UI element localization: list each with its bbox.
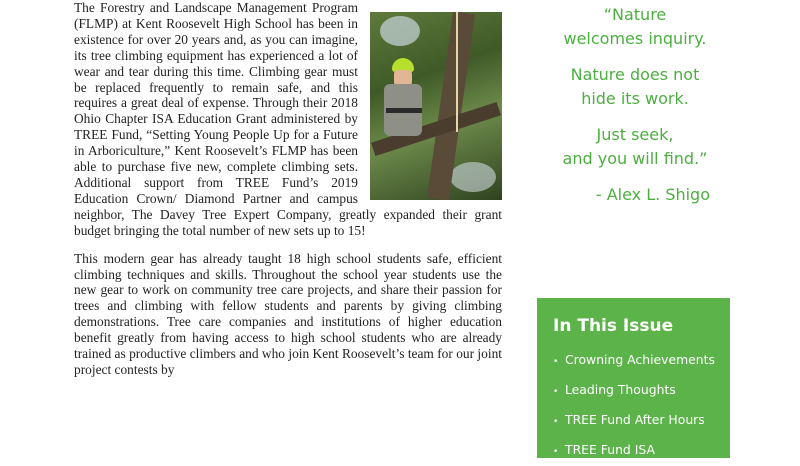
bullet-icon: • [553, 357, 559, 367]
tree-climber-photo [370, 12, 502, 200]
bullet-icon: • [553, 417, 559, 427]
bullet-icon: • [553, 387, 559, 397]
in-this-issue-box [537, 298, 730, 458]
issue-item-after-hours[interactable]: • TREE Fund After Hours [553, 406, 730, 436]
quote-line: “Nature [603, 5, 667, 24]
shigo-quote [540, 0, 730, 207]
bullet-icon: • [553, 447, 559, 457]
issue-item-crowning-achievements[interactable]: • Crowning Achievements [553, 346, 730, 376]
article-paragraph-1: The Forestry and Landscape Management Program (FLMP) at Kent Roosevelt High School has been in existence for over 20 years and, as you can imagine, its tree climbing equipment has experienced a lot of wear and tear during this time. Climbing gear must be replaced frequently to remain safe, and this requires a great deal of expense. Through their 2018 Ohio Chapter ISA Education Grant administered by TREE Fund, “Setting Young People Up for a Future in Arboriculture,” Kent Roosevelt’s FLMP has been able to purchase five new, complete climbing sets. Additional support from TREE Fund’s 2019 Education Crown/ Diamond Partner and campus neighbor, The Davey Tree Expert Company, greatly expanded their grant budget bringing the total number of new sets up to 15! [74, 0, 502, 238]
issue-item-tree-fund-isa[interactable]: • TREE Fund ISA [553, 436, 730, 466]
in-this-issue-title: In This Issue [553, 316, 674, 336]
issue-list [537, 346, 730, 466]
quote-line: Just seek, [596, 125, 674, 144]
article-column [74, 0, 502, 445]
article-paragraph-2: This modern gear has already taught 18 high school students safe, efficient climbing techniques and skills. Throughout the school year students use the new gear to work on community tree care projects, and share their passion for trees and climbing with fellow students and parents by giving climbing demonstrations. Tree care companies and institutions of higher education benefit greatly from having access to high school students who are already trained as productive climbers and who join Kent Roosevelt’s team for our joint project contests by [74, 250, 502, 377]
quote-line: hide its work. [581, 89, 689, 108]
quote-line: welcomes inquiry. [563, 29, 707, 48]
quote-author: - Alex L. Shigo [595, 185, 710, 204]
quote-line: and you will find.” [562, 149, 708, 168]
issue-item-leading-thoughts[interactable]: • Leading Thoughts [553, 376, 730, 406]
quote-line: Nature does not [570, 65, 700, 84]
